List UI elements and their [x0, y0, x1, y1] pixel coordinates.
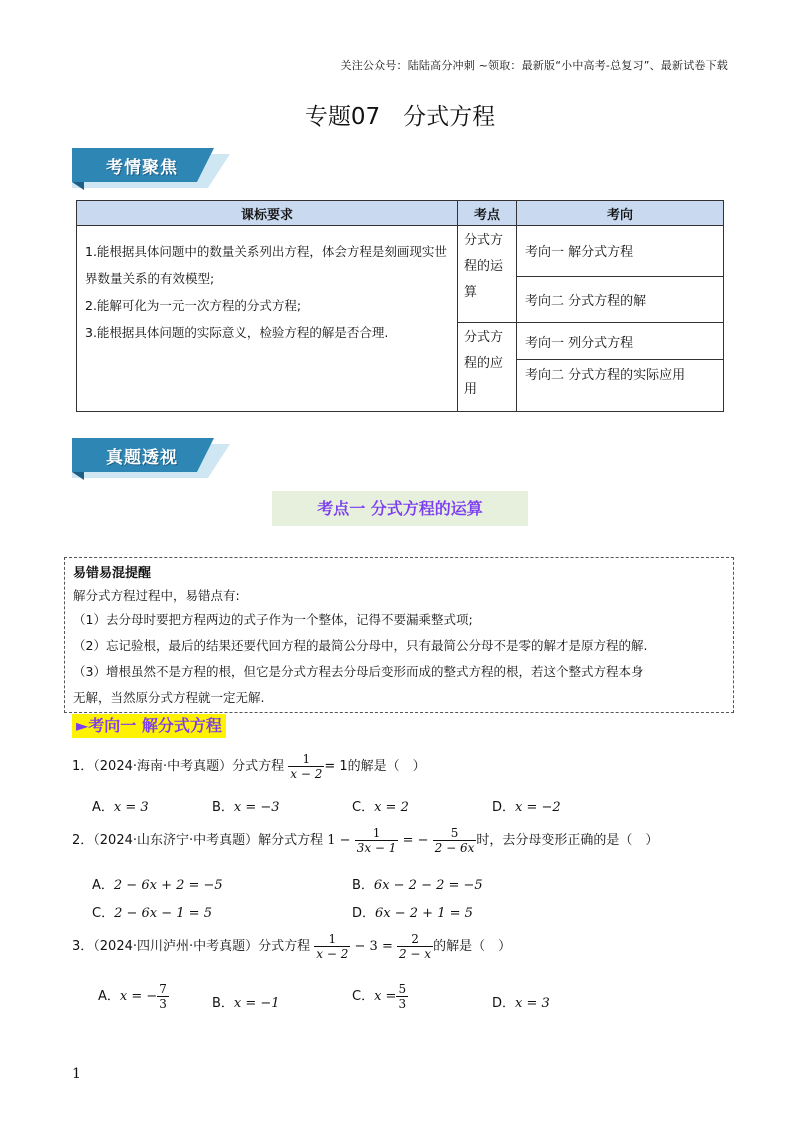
- denominator: 3: [159, 997, 167, 1011]
- option-label: B．: [212, 800, 234, 815]
- option-expr: 6x − 2 + 1 = 5: [375, 906, 473, 921]
- option-label: D．: [492, 800, 516, 815]
- option-d[interactable]: [492, 992, 550, 1011]
- reminder-line: （3）增根虽然不是方程的根，但它是分式方程去分母后变形而成的整式方程的根，若这个整式方程本身: [73, 664, 644, 679]
- numerator: 1: [372, 826, 381, 840]
- option-label: B．: [212, 996, 234, 1011]
- section-banner-label: 真题透视: [106, 448, 178, 468]
- option-expr: x = 3: [113, 800, 149, 815]
- option-c[interactable]: [352, 796, 409, 815]
- denominator: x − 2: [290, 767, 323, 781]
- denominator: 2 − 6x: [434, 841, 475, 855]
- reminder-line: 无解，当然原分式方程就一定无解.: [73, 690, 265, 705]
- reminder-title: 易错易混提醒: [73, 566, 152, 581]
- direction-cell: 考向二 分式方程的实际应用: [517, 360, 724, 412]
- option-expr: 2 − 6x − 1 = 5: [114, 906, 212, 921]
- option-label: A．: [92, 878, 114, 893]
- denominator: 3: [398, 997, 407, 1011]
- question-tail: = 1的解是（ ）: [324, 759, 426, 774]
- option-label: C．: [92, 906, 115, 921]
- table-header-cell: 考点: [458, 201, 517, 226]
- question-3: [72, 932, 511, 961]
- table-row: [77, 226, 724, 277]
- expr-part: 1 −: [327, 833, 351, 848]
- reminder-box: [64, 557, 734, 713]
- requirement-item: 1.能根据具体问题中的数量关系列出方程，体会方程是刻画现实世界数量关系的有效模型;: [85, 244, 447, 286]
- option-a[interactable]: [92, 796, 149, 815]
- table-header-cell: 课标要求: [77, 201, 458, 226]
- question-source: ．（2024·四川泸州·中考真题）分式方程: [80, 939, 311, 954]
- option-c[interactable]: [92, 902, 212, 921]
- option-label: B．: [352, 878, 374, 893]
- option-expr: 2 − 6x + 2 = −5: [113, 878, 223, 893]
- option-label: C．: [352, 989, 375, 1004]
- option-expr: x = −3: [233, 800, 280, 815]
- header-note: 关注公众号：陆陆高分冲刺 ~领取：最新版“小中高考-总复习”、最新试卷下载: [340, 59, 728, 72]
- option-expr: x = −2: [515, 800, 561, 815]
- page-title: 专题07 分式方程: [304, 104, 496, 130]
- direction-cell: 考向一 列分式方程: [517, 323, 724, 360]
- expr-part: − 3 =: [354, 939, 393, 954]
- question-number: 3: [72, 939, 81, 954]
- option-label: D．: [492, 996, 516, 1011]
- option-expr: x = 2: [374, 800, 409, 815]
- requirements-table: [76, 200, 724, 412]
- category-cell: 分式方程的应用: [458, 323, 517, 412]
- direction-subheading: ►考向一 解分式方程: [72, 714, 226, 738]
- question-tail: 时，去分母变形正确的是（ ）: [476, 833, 659, 848]
- numerator: 1: [328, 932, 337, 946]
- fraction: [157, 982, 169, 1011]
- requirement-item: 2.能解可化为一元一次方程的分式方程;: [85, 298, 302, 313]
- reminder-line: 解分式方程过程中，易错点有:: [73, 588, 240, 603]
- option-expr: 6x − 2 − 2 = −5: [373, 878, 483, 893]
- option-b[interactable]: [352, 874, 483, 893]
- option-c[interactable]: [352, 982, 408, 1011]
- fraction: [396, 982, 408, 1011]
- option-expr: x = 3: [515, 996, 550, 1011]
- question-1: [72, 752, 426, 781]
- section-banner-exam-focus: [72, 148, 230, 190]
- fraction: [433, 826, 477, 855]
- expr-part: = −: [402, 833, 429, 848]
- option-b[interactable]: [212, 992, 280, 1011]
- direction-cell: 考向一 解分式方程: [517, 226, 724, 277]
- option-expr: x = −1: [233, 996, 280, 1011]
- knowledge-point-banner: 考点一 分式方程的运算: [272, 491, 528, 526]
- reminder-line: （2）忘记验根，最后的结果还要代回方程的最简公分母中，只有最简公分母不是零的解才是原方程的解.: [73, 638, 648, 653]
- table-header-cell: 考向: [517, 201, 724, 226]
- category-cell: 分式方程的运算: [458, 226, 517, 323]
- question-source: ．（2024·海南·中考真题）分式方程: [80, 759, 285, 774]
- fraction: [397, 932, 433, 961]
- question-source: ．（2024·山东济宁·中考真题）解分式方程: [80, 833, 324, 848]
- section-banner-label: 考情聚焦: [106, 158, 178, 178]
- fraction: [314, 932, 350, 961]
- option-expr: x = −: [119, 989, 158, 1004]
- question-number: 2: [72, 833, 81, 848]
- direction-cell: 考向二 分式方程的解: [517, 276, 724, 322]
- page-number: 1: [72, 1066, 81, 1082]
- option-label: D．: [352, 906, 376, 921]
- requirement-item: 3.能根据具体问题的实际意义，检验方程的解是否合理.: [85, 325, 389, 340]
- question-2: [72, 826, 658, 855]
- question-tail: 的解是（ ）: [433, 939, 512, 954]
- reminder-line: （1）去分母时要把方程两边的式子作为一个整体，记得不要漏乘整式项;: [73, 612, 473, 627]
- question-number: 1: [72, 759, 81, 774]
- requirements-cell: [77, 226, 458, 412]
- denominator: x − 2: [316, 947, 349, 961]
- numerator: 2: [411, 932, 419, 946]
- table-header-row: [77, 201, 724, 226]
- option-label: C．: [352, 800, 375, 815]
- option-label: A．: [98, 989, 120, 1004]
- option-a[interactable]: [92, 874, 223, 893]
- denominator: 3x − 1: [356, 841, 397, 855]
- fraction: [288, 752, 324, 781]
- numerator: 1: [302, 752, 311, 766]
- option-label: A．: [92, 800, 114, 815]
- numerator: 5: [450, 826, 459, 840]
- section-banner-real-questions: [72, 438, 230, 480]
- option-expr: x =: [374, 989, 397, 1004]
- denominator: 2 − x: [398, 947, 432, 961]
- option-b[interactable]: [212, 796, 280, 815]
- numerator: 7: [159, 982, 167, 996]
- numerator: 5: [398, 982, 407, 996]
- fraction: [355, 826, 399, 855]
- option-d[interactable]: [352, 902, 473, 921]
- option-a[interactable]: [98, 982, 169, 1011]
- option-d[interactable]: [492, 796, 561, 815]
